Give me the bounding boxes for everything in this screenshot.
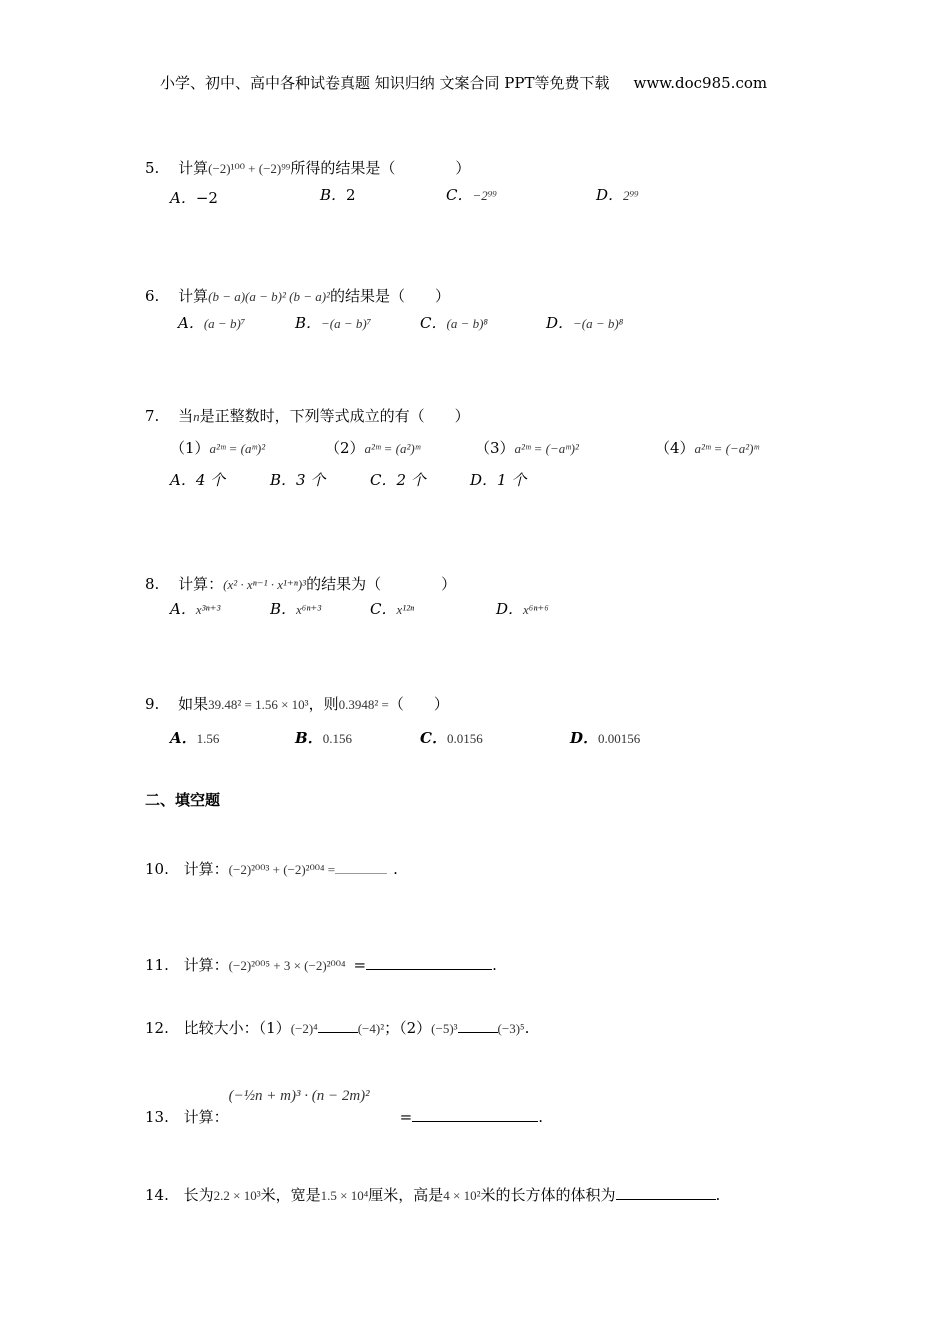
option-a[interactable]: A．−2 — [170, 189, 218, 207]
math-expression: 4 × 10² — [443, 1188, 481, 1203]
math-expression: (−2)²⁰⁰³ + (−2)²⁰⁰⁴ = — [228, 862, 336, 877]
option-c[interactable]: C．−2⁹⁹ — [446, 186, 497, 204]
question-text: 是正整数时，下列等式成立的有（ ） — [199, 407, 470, 425]
question-text: 长为 — [183, 1186, 214, 1204]
math-expression: a²ᵐ = (−aᵐ)² — [514, 441, 579, 456]
header-text: 小学、初中、高中各种试卷真题 知识归纳 文案合同 PPT等免费下载 — [160, 74, 610, 92]
question-number: 12. — [145, 1019, 169, 1037]
option-c[interactable]: C．2 个 — [370, 471, 426, 489]
question-number: 14. — [145, 1186, 169, 1204]
answer-blank[interactable] — [366, 955, 492, 970]
option-value: −2 — [195, 189, 218, 207]
math-expression: (−4)² — [357, 1021, 385, 1036]
option-a[interactable]: A．4 个 — [170, 471, 226, 489]
question-text: 当 — [178, 407, 194, 425]
option-a[interactable]: A．x³ⁿ⁺³ — [170, 600, 221, 618]
option-value: x³ⁿ⁺³ — [195, 602, 221, 617]
option-d[interactable]: D．−(a − b)⁸ — [546, 314, 624, 332]
header-site: www.doc985.com — [633, 74, 768, 92]
question-number: 9. — [145, 695, 160, 713]
question-13: 13. 计算：(−½n + m)³ · (n − 2m)²= . — [145, 1088, 544, 1126]
math-expression: 2.2 × 10³ — [213, 1188, 261, 1203]
page-header — [160, 72, 767, 93]
option-value: x⁶ⁿ⁺⁶ — [523, 602, 549, 617]
option-value: x¹²ⁿ — [396, 602, 415, 617]
math-expression: (−3)⁵ — [497, 1021, 525, 1036]
option-value: 0.156 — [322, 731, 352, 746]
option-b[interactable]: B．3 个 — [270, 471, 326, 489]
option-value: −(a − b)⁷ — [321, 316, 372, 331]
answer-blank[interactable] — [318, 1018, 358, 1033]
question-text: 所得的结果是（ ） — [290, 159, 471, 177]
option-c[interactable]: C．0.0156 — [420, 729, 483, 747]
option-b[interactable]: B．x⁶ⁿ⁺³ — [270, 600, 322, 618]
statement-2: （2）a²ᵐ = (a²)ᵐ — [325, 439, 421, 457]
option-d[interactable]: D．1 个 — [470, 471, 527, 489]
question-9-stem — [145, 693, 449, 714]
question-text: （ ） — [388, 695, 449, 713]
option-value: (a − b)⁸ — [446, 316, 488, 331]
option-c[interactable]: C．(a − b)⁸ — [420, 314, 488, 332]
question-text: 如果 — [178, 695, 209, 713]
math-expression: (b − a)(a − b)² (b − a)² — [208, 289, 330, 304]
math-expression: a²ᵐ = (aᵐ)² — [209, 441, 266, 456]
math-expression: (x² · xⁿ⁻¹ · x¹⁺ⁿ)³ — [223, 577, 307, 592]
section-title: 二、填空题 — [145, 791, 221, 809]
option-d[interactable]: D．2⁹⁹ — [596, 186, 639, 204]
statement-3: （3）a²ᵐ = (−aᵐ)² — [475, 439, 579, 457]
option-value: 1.56 — [196, 731, 220, 746]
answer-blank[interactable] — [335, 859, 387, 874]
option-value: −2⁹⁹ — [472, 188, 497, 203]
math-variable: n — [193, 409, 200, 424]
answer-blank[interactable] — [458, 1018, 498, 1033]
option-b[interactable]: B．0.156 — [295, 729, 352, 747]
question-text: 计算 — [178, 159, 209, 177]
statement-4: （4）a²ᵐ = (−a²)ᵐ — [655, 439, 759, 457]
question-text: 计算 — [178, 287, 209, 305]
question-text: 比较大小：（1） — [183, 1019, 291, 1037]
option-b[interactable]: B．2 — [320, 186, 356, 204]
statement-1: （1）a²ᵐ = (aᵐ)² — [170, 439, 266, 457]
question-text: ，则 — [308, 695, 339, 713]
option-value: 2⁹⁹ — [623, 188, 639, 203]
option-d[interactable]: D．x⁶ⁿ⁺⁶ — [496, 600, 549, 618]
option-value: 0.00156 — [598, 731, 641, 746]
question-text: 的结果是（ ） — [329, 287, 450, 305]
question-number: 6. — [145, 287, 160, 305]
option-value: −(a − b)⁸ — [573, 316, 624, 331]
math-expression: 1.5 × 10⁴ — [320, 1188, 369, 1203]
question-number: 11. — [145, 956, 169, 974]
math-expression: a²ᵐ = (a²)ᵐ — [364, 441, 421, 456]
answer-blank[interactable] — [616, 1185, 716, 1200]
option-b[interactable]: B．−(a − b)⁷ — [295, 314, 372, 332]
question-8-stem — [145, 573, 456, 594]
question-number: 10. — [145, 860, 169, 878]
math-expression: (−½n + m)³ · (n − 2m)² — [228, 1088, 370, 1104]
option-c[interactable]: C．x¹²ⁿ — [370, 600, 415, 618]
question-number: 7. — [145, 407, 160, 425]
question-number: 5. — [145, 159, 160, 177]
math-expression: 39.48² = 1.56 × 10³ — [208, 697, 309, 712]
question-12: 12. 比较大小：（1）(−2)⁴ (−4)²；（2）(−5)³ (−3)⁵. — [145, 1019, 530, 1037]
option-d[interactable]: D．0.00156 — [570, 729, 641, 747]
option-value: x⁶ⁿ⁺³ — [296, 602, 322, 617]
question-10: 10. 计算：(−2)²⁰⁰³ + (−2)²⁰⁰⁴ = . — [145, 860, 398, 878]
question-text: 计算： — [183, 1108, 229, 1126]
answer-blank[interactable] — [412, 1107, 538, 1122]
math-expression: (−2)⁴ — [290, 1021, 318, 1036]
question-text: 的结果为（ ） — [306, 575, 457, 593]
option-a[interactable]: A．1.56 — [170, 729, 220, 747]
option-value: (a − b)⁷ — [203, 316, 246, 331]
question-14: 14. 长为2.2 × 10³米，宽是1.5 × 10⁴厘米，高是4 × 10²米的长方体的体积为 . — [145, 1186, 721, 1204]
option-value: 2 — [346, 186, 356, 204]
question-5-stem — [145, 157, 470, 178]
math-expression: (−2)¹⁰⁰ + (−2)⁹⁹ — [208, 161, 291, 176]
question-7-stem — [145, 405, 470, 426]
math-expression: a²ᵐ = (−a²)ᵐ — [694, 441, 759, 456]
question-text: 计算： — [183, 860, 229, 878]
question-text: 计算： — [178, 575, 224, 593]
math-expression: 0.3948² = — [338, 697, 389, 712]
option-a[interactable]: A．(a − b)⁷ — [178, 314, 246, 332]
question-11: 11. 计算：(−2)²⁰⁰⁵ + 3 × (−2)²⁰⁰⁴ = . — [145, 956, 497, 974]
option-value: 0.0156 — [446, 731, 483, 746]
math-expression: (−5)³ — [431, 1021, 458, 1036]
question-number: 8. — [145, 575, 160, 593]
question-text: 计算： — [183, 956, 229, 974]
math-expression: (−2)²⁰⁰⁵ + 3 × (−2)²⁰⁰⁴ — [228, 958, 346, 973]
question-number: 13. — [145, 1108, 169, 1126]
question-6-stem — [145, 285, 450, 306]
